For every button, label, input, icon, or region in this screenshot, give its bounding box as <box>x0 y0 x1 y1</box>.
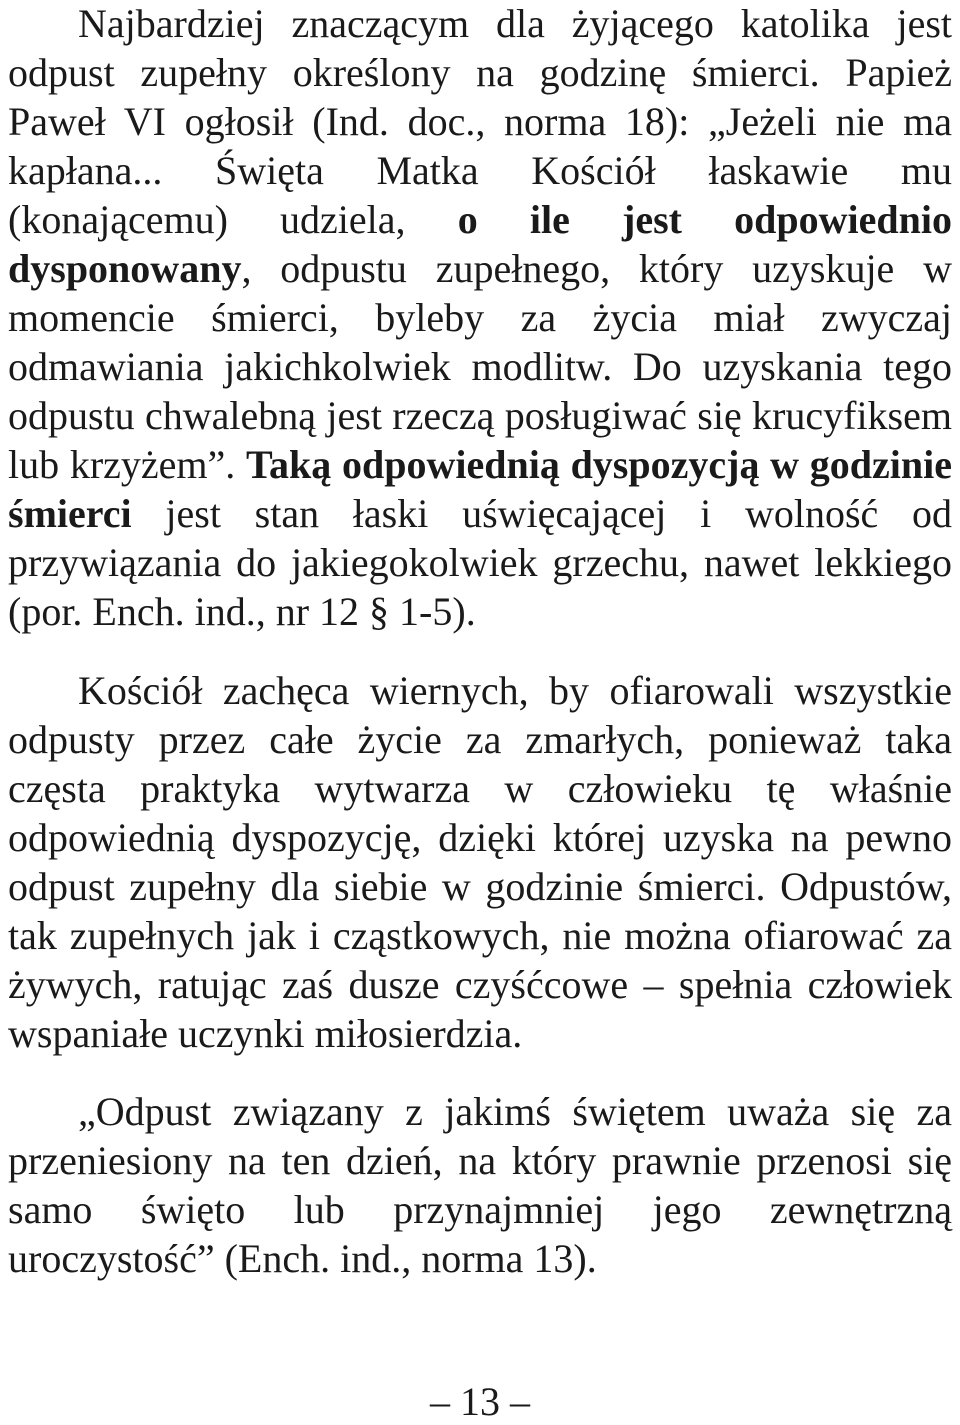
paragraph-1-text-b: , odpustu zupełnego, który uzyskuje w momencie śmierci, byleby za życia miał zwyczaj odmawiania jakichkolwiek modlitw. Do uzyskania tego odpustu chwalebną jest rzeczą posługiwać się krucyfiksem lub krzyżem”. <box>8 246 952 487</box>
paragraph-1-text-a: Najbardziej znaczącym dla żyjącego katolika jest odpust zupełny określony na godzinę śmierci. Papież Paweł VI ogłosił (Ind. doc., norma 18): „Jeżeli nie ma kapłana... Święta Matka Kościół łaskawie mu (konającemu) udziela, <box>8 1 952 242</box>
page-number: – 13 – <box>430 1379 530 1424</box>
paragraph-1-bold-b: Taką odpowiednią dyspozycją w godzinie śmierci <box>8 442 953 536</box>
paragraph-3: „Odpust związany z jakimś świętem uważa się za przeniesiony na ten dzień, na który prawnie przenosi się samo święto lub przynajmniej jego zewnętrzną uroczystość” (Ench. ind., norma 13). <box>8 1089 952 1281</box>
paragraph-1 <box>8 0 952 636</box>
paragraph-1-bold-a: o ile jest odpowiednio dysponowany <box>8 197 952 291</box>
paragraph-1-text-c: jest stan łaski uświęcającej i wolność od przywiązania do jakiegokolwiek grzechu, nawet lekkiego (por. Ench. ind., nr 12 § 1-5). <box>8 491 952 634</box>
document-body <box>8 0 952 1283</box>
paragraph-2: Kościół zachęca wiernych, by ofiarowali wszystkie odpusty przez całe życie za zmarłych, ponieważ taka częsta praktyka wytwarza w człowieku tę właśnie odpowiednią dyspozycję, dzięki której uzyska na pewno odpust zupełny dla siebie w godzinie śmierci. Odpustów, tak zupełnych jak i cząstkowych, nie można ofiarować za żywych, ratując zaś dusze czyśćcowe – spełnia człowiek wspaniałe uczynki miłosierdzia. <box>8 668 952 1056</box>
